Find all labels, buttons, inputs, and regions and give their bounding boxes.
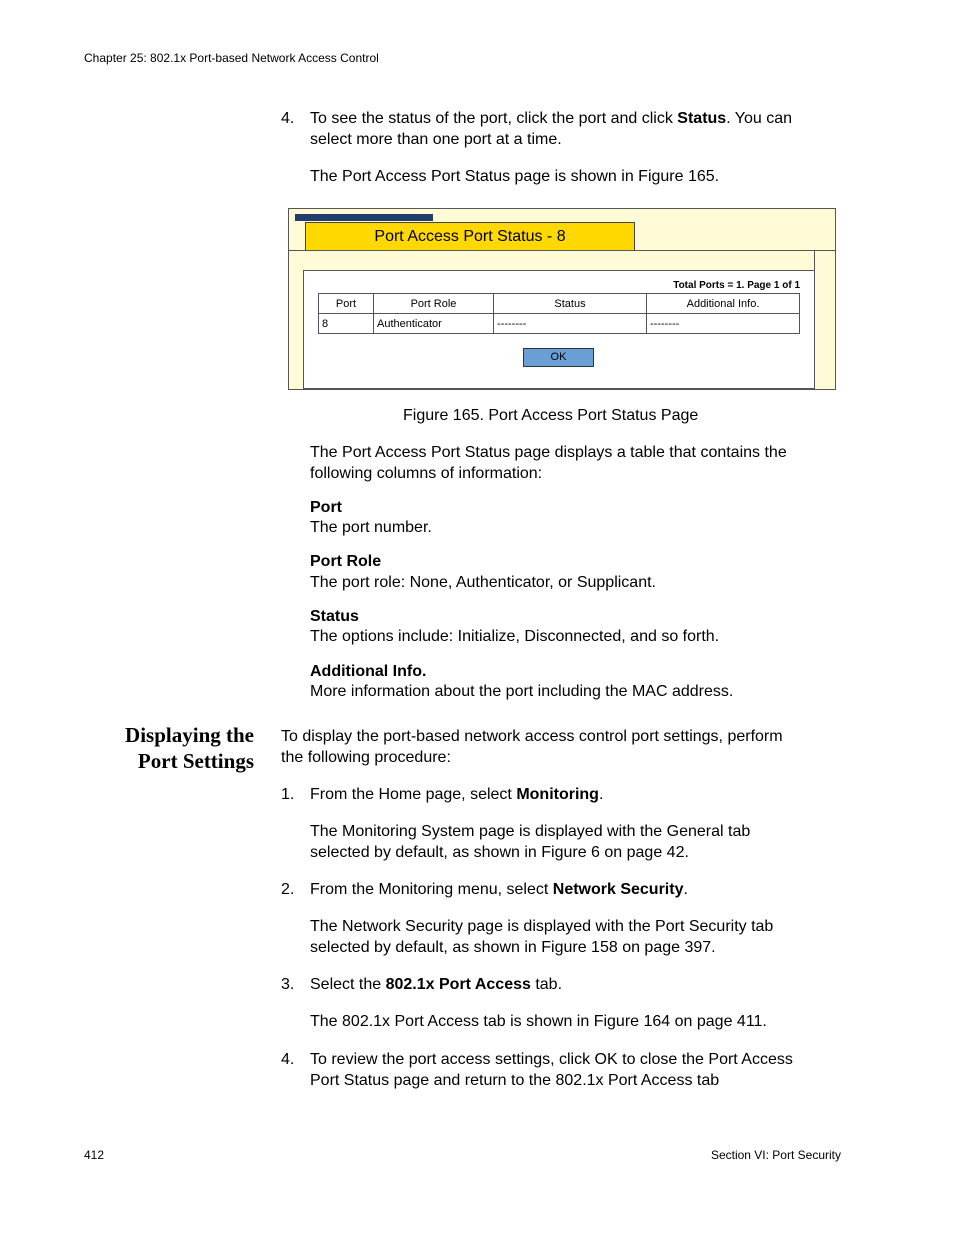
cell-additional-info: --------: [647, 314, 800, 334]
step-number: 2.: [281, 881, 295, 898]
def-term-port: Port: [310, 499, 342, 516]
column-header-status: Status: [494, 294, 647, 314]
step-text-bold: 802.1x Port Access: [385, 976, 531, 993]
def-term-port-role: Port Role: [310, 553, 382, 570]
step-text-post: .: [598, 786, 604, 803]
step-note: [310, 821, 750, 863]
step-note-line2: selected by default, as shown in Figure 158 on page 397.: [310, 939, 716, 956]
intro-line1: The Port Access Port Status page displays a table that contains the: [310, 444, 787, 461]
def-desc-port-role: The port role: None, Authenticator, or Supplicant.: [310, 574, 656, 591]
running-header: Chapter 25: 802.1x Port-based Network Access Control: [84, 51, 379, 65]
figure-status-table: [318, 293, 800, 334]
step-note: The Port Access Port Status page is shown in Figure 165.: [310, 168, 720, 185]
step-text: [310, 879, 688, 900]
figure-panel: [303, 270, 815, 389]
step-number: 1.: [281, 786, 295, 803]
step-note: [310, 916, 773, 958]
section-intro-line1: To display the port-based network access control port settings, perform: [281, 728, 783, 745]
figure-title: Port Access Port Status - 8: [305, 222, 635, 251]
step-text: [310, 1049, 793, 1091]
section-intro: [281, 726, 783, 768]
step-number: 4.: [281, 110, 295, 127]
table-row: [319, 314, 800, 334]
def-desc-additional-info: More information about the port including the MAC address.: [310, 683, 734, 700]
cell-status: --------: [494, 314, 647, 334]
step-text-line2: Port Status page and return to the 802.1x Port Access tab: [310, 1072, 720, 1089]
step-note-line2: selected by default, as shown in Figure 6 on page 42.: [310, 844, 689, 861]
figure-caption: Figure 165. Port Access Port Status Page: [403, 407, 699, 424]
step-text: [310, 974, 562, 995]
step-text-pre: To see the status of the port, click the port and click: [310, 110, 678, 127]
step-text-pre: From the Home page, select: [310, 786, 517, 803]
step-text-pre: From the Monitoring menu, select: [310, 881, 553, 898]
section-heading: [125, 722, 254, 774]
column-header-port-role: Port Role: [374, 294, 494, 314]
column-header-port: Port: [319, 294, 374, 314]
step-text-bold: Network Security: [552, 881, 684, 898]
footer-section: Section VI: Port Security: [710, 1148, 841, 1162]
step-text-line2: select more than one port at a time.: [310, 131, 562, 148]
def-term-additional-info: Additional Info.: [310, 663, 427, 680]
figure-divider: [289, 250, 835, 251]
step-text-bold: Monitoring: [516, 786, 599, 803]
step-text-bold: Status: [677, 110, 727, 127]
step-text-post: tab.: [530, 976, 563, 993]
step-text-post: .: [683, 881, 688, 898]
intro-line2: following columns of information:: [310, 465, 543, 482]
step-text-line1: To review the port access settings, click OK to close the Port Access: [310, 1051, 793, 1068]
step-text-post: . You can: [726, 110, 793, 127]
section-heading-line2: Port Settings: [137, 749, 254, 773]
section-heading-line1: Displaying the: [125, 723, 254, 747]
def-desc-port: The port number.: [310, 519, 432, 536]
ok-button[interactable]: OK: [523, 348, 594, 367]
intro-paragraph: [310, 442, 787, 484]
step-text: [310, 784, 603, 805]
step-note-line1: The Monitoring System page is displayed with the General tab: [310, 823, 751, 840]
page-number: 412: [84, 1148, 105, 1162]
cell-port: 8: [319, 314, 374, 334]
step-text: [310, 108, 850, 150]
figure-total-ports: Total Ports = 1. Page 1 of 1: [673, 280, 800, 291]
step-number: 3.: [281, 976, 295, 993]
step-note-line1: The Network Security page is displayed with the Port Security tab: [310, 918, 774, 935]
column-header-additional-info: Additional Info.: [647, 294, 800, 314]
def-desc-status: The options include: Initialize, Disconnected, and so forth.: [310, 628, 720, 645]
step-number: 4.: [281, 1051, 295, 1068]
figure-tab-bar: [295, 214, 433, 221]
step-text-pre: Select the: [310, 976, 386, 993]
step-note: The 802.1x Port Access tab is shown in Figure 164 on page 411.: [310, 1013, 767, 1030]
figure-port-status: [288, 208, 836, 390]
cell-port-role: Authenticator: [374, 314, 494, 334]
section-intro-line2: the following procedure:: [281, 749, 451, 766]
def-term-status: Status: [310, 608, 359, 625]
